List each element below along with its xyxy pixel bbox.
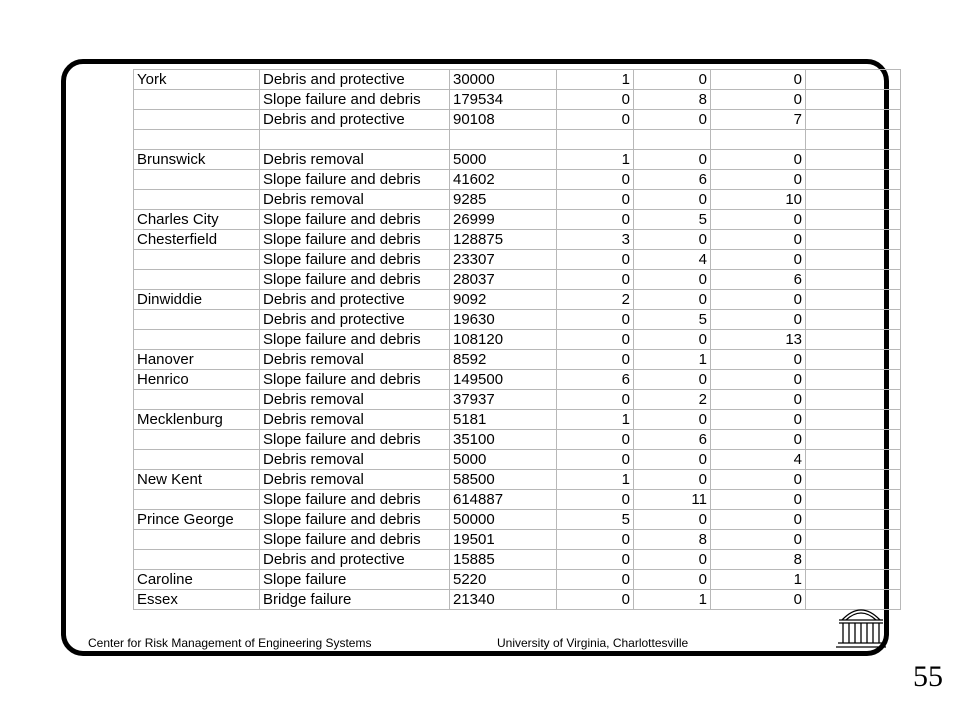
table-cell: 8: [711, 549, 806, 569]
table-cell: Slope failure and debris: [260, 329, 450, 349]
table-cell: Slope failure and debris: [260, 169, 450, 189]
table-cell: 0: [711, 249, 806, 269]
table-row: [134, 369, 901, 389]
table-cell: 19630: [450, 309, 557, 329]
table-cell: Henrico: [134, 369, 260, 389]
table-cell: 5: [634, 209, 711, 229]
table-cell: [806, 369, 901, 389]
table-cell: Brunswick: [134, 149, 260, 169]
table-cell: 0: [557, 529, 634, 549]
table-cell: 50000: [450, 509, 557, 529]
table-row: [134, 70, 901, 90]
table-cell: [134, 130, 260, 150]
table-cell: 0: [711, 489, 806, 509]
table-cell: 6: [557, 369, 634, 389]
table-cell: 21340: [450, 589, 557, 609]
table-row: [134, 349, 901, 369]
table-cell: Chesterfield: [134, 229, 260, 249]
table-cell: 1: [557, 469, 634, 489]
table-row: [134, 469, 901, 489]
table-cell: 0: [634, 409, 711, 429]
table-cell: [806, 130, 901, 150]
table-cell: 0: [557, 169, 634, 189]
table-cell: Slope failure and debris: [260, 249, 450, 269]
table-cell: 28037: [450, 269, 557, 289]
table-cell: [806, 110, 901, 130]
table-cell: 0: [557, 429, 634, 449]
table-cell: 128875: [450, 229, 557, 249]
table-cell: Debris removal: [260, 189, 450, 209]
table-cell: 0: [634, 549, 711, 569]
table-cell: 0: [634, 289, 711, 309]
rotunda-logo-icon: [836, 598, 886, 650]
table-cell: 0: [711, 589, 806, 609]
table-cell: 0: [711, 409, 806, 429]
table-cell: [450, 130, 557, 150]
table-cell: 0: [711, 529, 806, 549]
table-cell: [134, 489, 260, 509]
table-cell: Dinwiddie: [134, 289, 260, 309]
table-row: [134, 589, 901, 609]
table-cell: 108120: [450, 329, 557, 349]
table-cell: Charles City: [134, 209, 260, 229]
table-cell: Debris removal: [260, 469, 450, 489]
table-cell: [806, 549, 901, 569]
table-cell: [806, 529, 901, 549]
table-cell: [134, 269, 260, 289]
table-cell: 5181: [450, 409, 557, 429]
table-cell: [806, 349, 901, 369]
table-cell: [806, 289, 901, 309]
table-row: [134, 429, 901, 449]
page-number: 55: [913, 660, 943, 693]
table-cell: 6: [634, 169, 711, 189]
table-cell: 0: [557, 569, 634, 589]
table-cell: 0: [557, 589, 634, 609]
table-cell: 1: [557, 70, 634, 90]
table-cell: [134, 449, 260, 469]
table-cell: 0: [634, 149, 711, 169]
table-cell: 0: [557, 449, 634, 469]
table-cell: 5000: [450, 449, 557, 469]
table-cell: [134, 189, 260, 209]
table-cell: 3: [557, 229, 634, 249]
table-body: [134, 70, 901, 610]
table-cell: Slope failure and debris: [260, 489, 450, 509]
table-cell: 0: [711, 90, 806, 110]
table-cell: [806, 269, 901, 289]
table-cell: [806, 309, 901, 329]
table-cell: 0: [634, 369, 711, 389]
table-cell: [806, 249, 901, 269]
table-cell: Caroline: [134, 569, 260, 589]
table-cell: Slope failure and debris: [260, 429, 450, 449]
table-cell: 0: [711, 169, 806, 189]
table-cell: Debris and protective: [260, 309, 450, 329]
table-cell: Prince George: [134, 509, 260, 529]
table-cell: 0: [711, 469, 806, 489]
table-cell: 9285: [450, 189, 557, 209]
table-cell: 0: [634, 70, 711, 90]
table-cell: [806, 489, 901, 509]
table-cell: [260, 130, 450, 150]
table-row: [134, 249, 901, 269]
table-cell: [806, 389, 901, 409]
table-cell: Bridge failure: [260, 589, 450, 609]
table-cell: 0: [634, 569, 711, 589]
table-cell: 37937: [450, 389, 557, 409]
table-cell: [134, 309, 260, 329]
table-row: [134, 329, 901, 349]
table-cell: 1: [634, 589, 711, 609]
table-row: [134, 509, 901, 529]
table-cell: 0: [557, 389, 634, 409]
table-row: [134, 449, 901, 469]
table-cell: 5: [557, 509, 634, 529]
table-cell: Slope failure and debris: [260, 90, 450, 110]
table-cell: 58500: [450, 469, 557, 489]
table-cell: [806, 229, 901, 249]
table-cell: 0: [557, 249, 634, 269]
table-cell: 0: [634, 329, 711, 349]
table-row: [134, 90, 901, 110]
table-cell: 0: [634, 469, 711, 489]
table-row: [134, 269, 901, 289]
footer-right: University of Virginia, Charlottesville: [497, 636, 689, 650]
table-cell: 2: [634, 389, 711, 409]
table-cell: [806, 509, 901, 529]
table-row: [134, 569, 901, 589]
table-cell: New Kent: [134, 469, 260, 489]
table-cell: 1: [634, 349, 711, 369]
table-cell: 5000: [450, 149, 557, 169]
table-cell: 0: [634, 229, 711, 249]
table-cell: 4: [634, 249, 711, 269]
table-cell: [806, 149, 901, 169]
table-cell: [134, 429, 260, 449]
table-cell: 2: [557, 289, 634, 309]
table-cell: 8592: [450, 349, 557, 369]
table-cell: 13: [711, 329, 806, 349]
table-cell: 0: [711, 70, 806, 90]
table-cell: 11: [634, 489, 711, 509]
table-cell: [806, 449, 901, 469]
table-cell: 5: [634, 309, 711, 329]
table-cell: 0: [711, 509, 806, 529]
table-cell: Debris removal: [260, 389, 450, 409]
table-row: [134, 389, 901, 409]
table-cell: 0: [711, 149, 806, 169]
table-cell: 5220: [450, 569, 557, 589]
table-row: [134, 489, 901, 509]
table-cell: Hanover: [134, 349, 260, 369]
table-row: [134, 110, 901, 130]
table-row: [134, 209, 901, 229]
table-cell: 30000: [450, 70, 557, 90]
table-cell: [134, 90, 260, 110]
table-cell: 8: [634, 529, 711, 549]
table-row: [134, 149, 901, 169]
table-cell: [711, 130, 806, 150]
table-cell: Debris and protective: [260, 110, 450, 130]
table-cell: [806, 469, 901, 489]
table-cell: Debris removal: [260, 149, 450, 169]
table-cell: 1: [557, 149, 634, 169]
table-row: [134, 289, 901, 309]
table-cell: 7: [711, 110, 806, 130]
table-cell: York: [134, 70, 260, 90]
table-cell: [806, 429, 901, 449]
table-cell: 179534: [450, 90, 557, 110]
table-cell: 0: [557, 90, 634, 110]
table-cell: Slope failure and debris: [260, 209, 450, 229]
table-cell: 0: [711, 349, 806, 369]
table-cell: 0: [711, 369, 806, 389]
table-cell: Essex: [134, 589, 260, 609]
table-row: [134, 169, 901, 189]
table-cell: 35100: [450, 429, 557, 449]
table-cell: Debris removal: [260, 409, 450, 429]
data-table: [133, 69, 901, 610]
table-cell: 0: [557, 349, 634, 369]
table-cell: 6: [634, 429, 711, 449]
table-cell: Slope failure and debris: [260, 509, 450, 529]
table-cell: 0: [634, 449, 711, 469]
table-cell: 0: [557, 209, 634, 229]
table-cell: Mecklenburg: [134, 409, 260, 429]
table-cell: Slope failure and debris: [260, 369, 450, 389]
table-cell: 8: [634, 90, 711, 110]
table-cell: 90108: [450, 110, 557, 130]
table-cell: Slope failure and debris: [260, 269, 450, 289]
table-cell: 23307: [450, 249, 557, 269]
table-row: [134, 309, 901, 329]
table-cell: [134, 549, 260, 569]
table-cell: Debris removal: [260, 349, 450, 369]
table-cell: Debris and protective: [260, 289, 450, 309]
table-cell: [134, 169, 260, 189]
table-cell: 0: [557, 110, 634, 130]
table-cell: Slope failure: [260, 569, 450, 589]
table-cell: [134, 329, 260, 349]
table-cell: 41602: [450, 169, 557, 189]
table-cell: 149500: [450, 369, 557, 389]
table-row: [134, 229, 901, 249]
table-row: [134, 189, 901, 209]
footer-left: Center for Risk Management of Engineering Systems: [88, 636, 372, 650]
table-row: [134, 549, 901, 569]
table-cell: 9092: [450, 289, 557, 309]
table-row: [134, 130, 901, 150]
table-row: [134, 529, 901, 549]
table-cell: [557, 130, 634, 150]
table-cell: 0: [711, 209, 806, 229]
table-cell: 0: [711, 429, 806, 449]
table-cell: 0: [557, 269, 634, 289]
table-cell: 0: [711, 389, 806, 409]
table-cell: [134, 249, 260, 269]
table-cell: 0: [557, 329, 634, 349]
table-cell: Debris and protective: [260, 549, 450, 569]
table-cell: 0: [711, 289, 806, 309]
table-cell: 15885: [450, 549, 557, 569]
table-cell: 1: [557, 409, 634, 429]
table-cell: Debris removal: [260, 449, 450, 469]
table-cell: 19501: [450, 529, 557, 549]
table-cell: 0: [634, 509, 711, 529]
table-cell: [134, 529, 260, 549]
table-cell: 6: [711, 269, 806, 289]
table-cell: [806, 329, 901, 349]
table-cell: 0: [634, 189, 711, 209]
table-cell: [806, 209, 901, 229]
table-cell: 0: [634, 110, 711, 130]
table-cell: 1: [711, 569, 806, 589]
table-cell: 0: [634, 269, 711, 289]
table-cell: [634, 130, 711, 150]
table-cell: 614887: [450, 489, 557, 509]
table-cell: 10: [711, 189, 806, 209]
table-cell: 0: [557, 549, 634, 569]
table-cell: Debris and protective: [260, 70, 450, 90]
table-cell: 0: [557, 189, 634, 209]
table-cell: [806, 409, 901, 429]
table-cell: 4: [711, 449, 806, 469]
table-cell: [806, 90, 901, 110]
table-cell: Slope failure and debris: [260, 229, 450, 249]
table-row: [134, 409, 901, 429]
table-cell: [806, 189, 901, 209]
table-cell: 0: [711, 229, 806, 249]
table-cell: [806, 569, 901, 589]
table-cell: [134, 110, 260, 130]
table-cell: 26999: [450, 209, 557, 229]
table-cell: 0: [557, 309, 634, 329]
table-cell: 0: [711, 309, 806, 329]
table-cell: [134, 389, 260, 409]
table-cell: [806, 169, 901, 189]
table-cell: [806, 70, 901, 90]
table-cell: Slope failure and debris: [260, 529, 450, 549]
table-cell: 0: [557, 489, 634, 509]
